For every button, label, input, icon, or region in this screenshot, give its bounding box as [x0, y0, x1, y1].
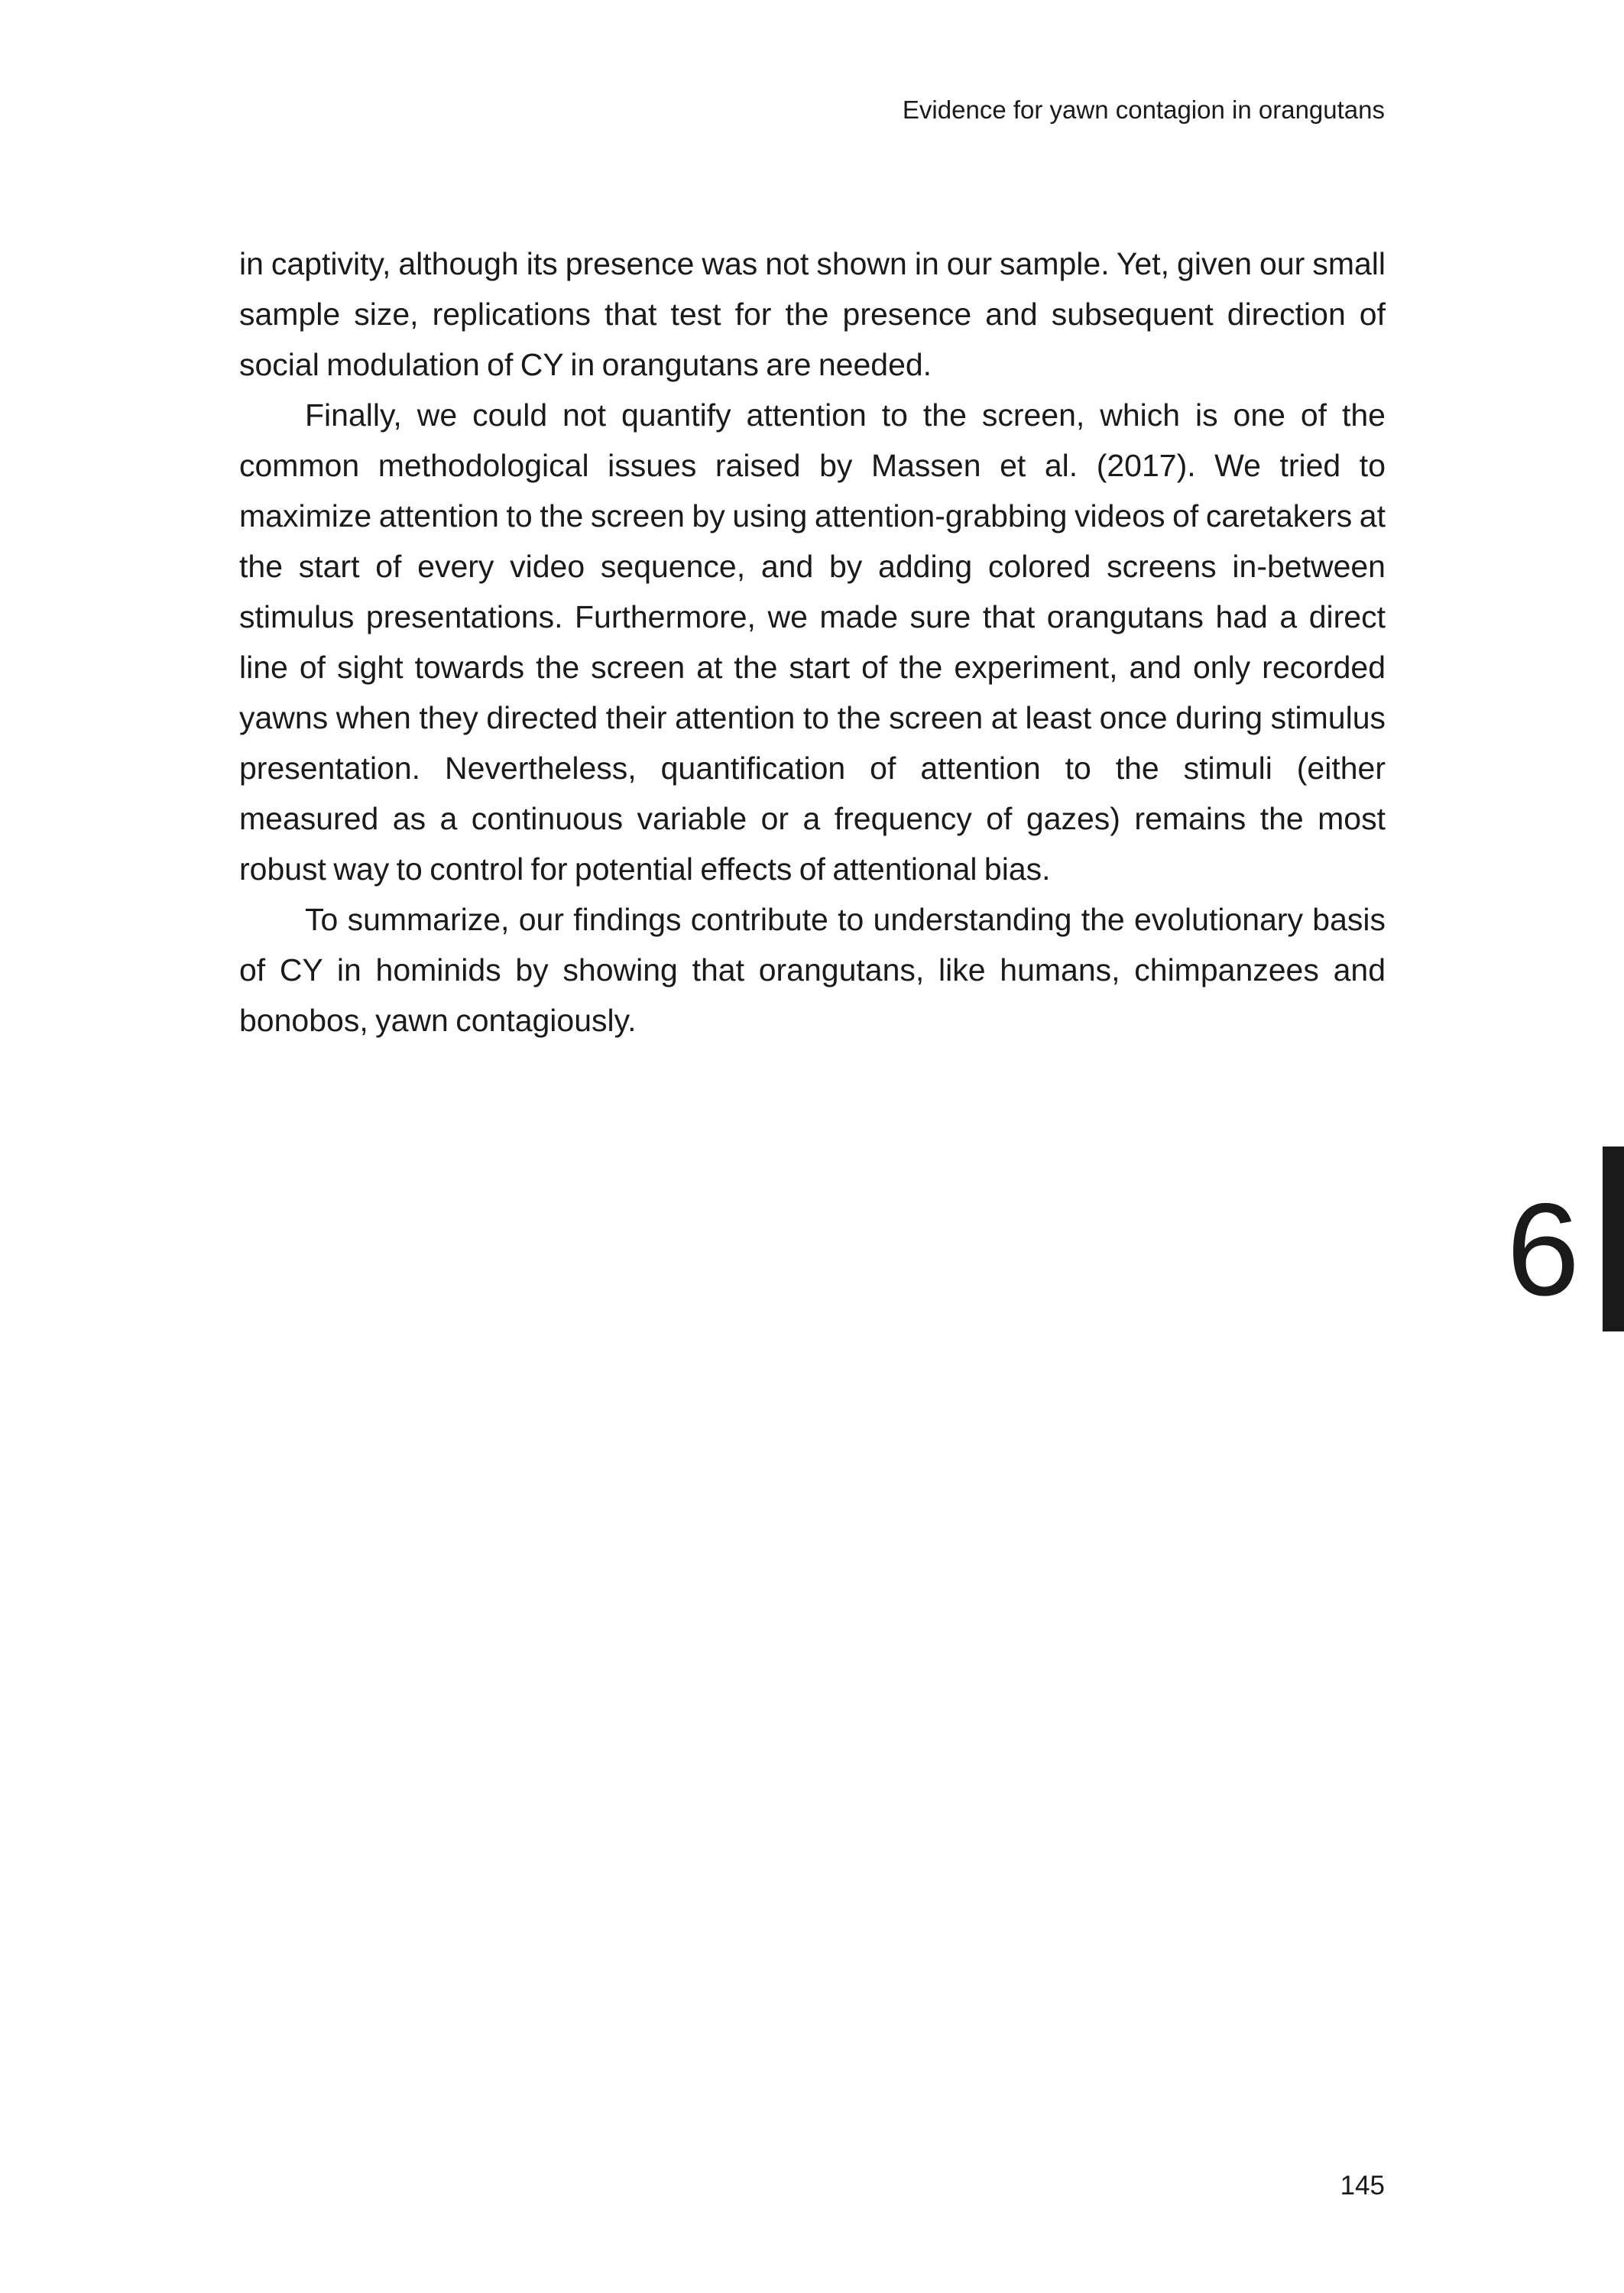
paragraph-summary: To summarize, our findings contribute to understanding the evolutionary basis of CY in hominids by showing that orangutans, like humans, chimpanzees and bonobos, yawn contagiously.: [239, 902, 1386, 1038]
paragraph-continued: in captivity, although its presence was not shown in our sample. Yet, given our small sample size, replications that test for the presence and subsequent direction of social modulation of CY in orangutans are needed.: [239, 246, 1386, 382]
paragraph-attention: Finally, we could not quantify attention to the screen, which is one of the common methodological issues raised by Massen et al. (2017). We tried to maximize attention to the screen by using attention-grabbing videos of caretakers at the start of every video sequence, and by adding colored screens in-between stimulus presentations. Furthermore, we made sure that orangutans had a direct line of sight towards the screen at the start of the experiment, and only recorded yawns when they directed their attention to the screen at least once during stimulus presentation. Nevertheless, quantification of attention to the stimuli (either measured as a continuous variable or a frequency of gazes) remains the most robust way to control for potential effects of attentional bias.: [239, 397, 1386, 887]
page-number: 145: [1340, 2171, 1385, 2201]
chapter-thumb-tab: [1603, 1146, 1624, 1331]
running-header: Evidence for yawn contagion in orangutans: [902, 96, 1385, 124]
body-text: [239, 238, 1386, 1046]
chapter-number: 6: [1506, 1176, 1580, 1323]
